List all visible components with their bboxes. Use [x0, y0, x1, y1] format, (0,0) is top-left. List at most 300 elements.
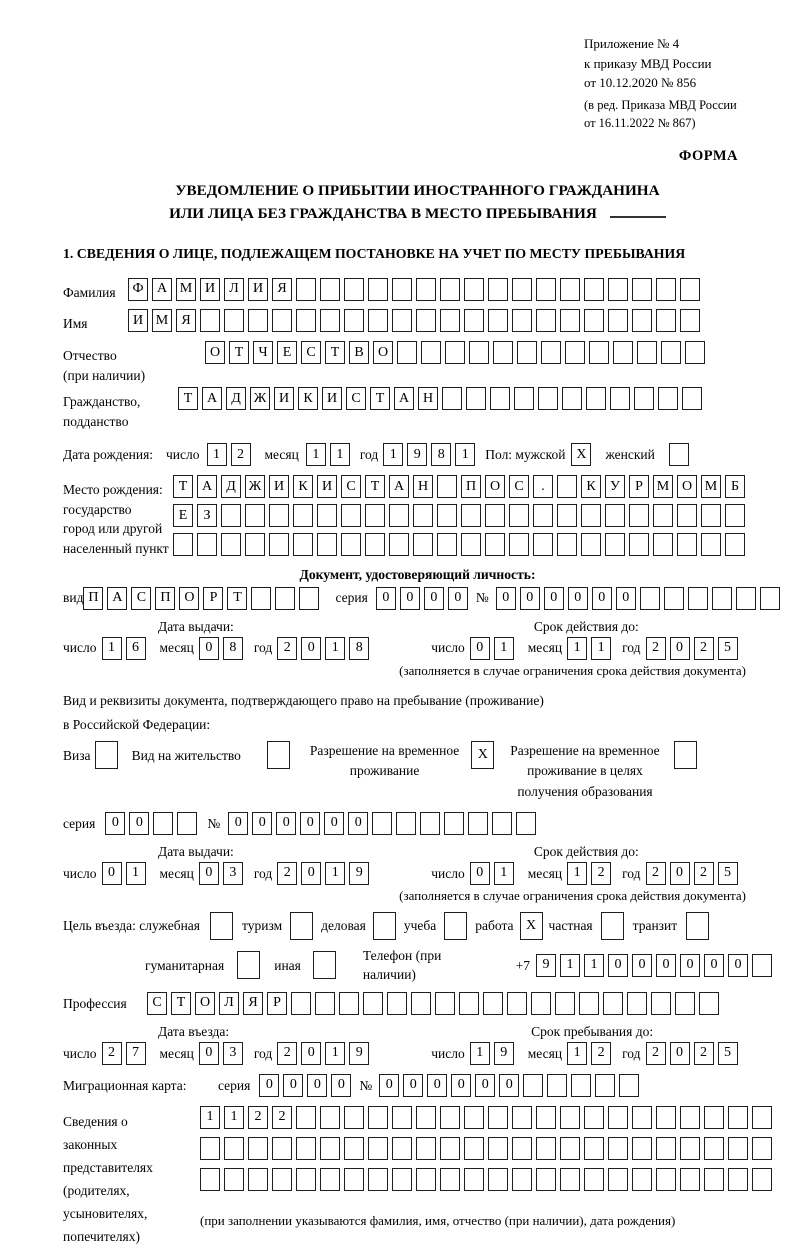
doc-number-cell[interactable]: 0 — [568, 587, 588, 610]
guardian-cell[interactable] — [728, 1137, 748, 1160]
guardian-cell[interactable] — [320, 1137, 340, 1160]
doc-kind-cell[interactable]: П — [83, 587, 103, 610]
birthplace-cell[interactable] — [629, 533, 649, 556]
doc-kind-cell[interactable]: С — [131, 587, 151, 610]
birth-year-cell[interactable]: 1 — [383, 443, 403, 466]
surname-cell[interactable] — [368, 278, 388, 301]
doc-kind-cell[interactable] — [251, 587, 271, 610]
birthplace-cell[interactable]: Т — [173, 475, 193, 498]
surname-cell[interactable] — [632, 278, 652, 301]
profession-cell[interactable]: Р — [267, 992, 287, 1015]
guardian-cell[interactable] — [296, 1106, 316, 1129]
stay-year-cell[interactable]: 2 — [694, 1042, 714, 1065]
doc-valid-year-cell[interactable]: 0 — [670, 637, 690, 660]
res-series-cell[interactable]: 0 — [129, 812, 149, 835]
guardian-cell[interactable] — [752, 1137, 772, 1160]
birthplace-cell[interactable]: С — [341, 475, 361, 498]
surname-cell[interactable] — [440, 278, 460, 301]
surname-cell[interactable]: И — [200, 278, 220, 301]
profession-cell[interactable] — [363, 992, 383, 1015]
surname-cell[interactable] — [392, 278, 412, 301]
phone-digit-cell[interactable]: 0 — [656, 954, 676, 977]
guardian-cell[interactable] — [416, 1106, 436, 1129]
res-number-cell[interactable]: 0 — [348, 812, 368, 835]
guardian-cell[interactable] — [416, 1168, 436, 1191]
profession-cell[interactable]: Л — [219, 992, 239, 1015]
patronymic-cell[interactable] — [421, 341, 441, 364]
entry-year-cell[interactable]: 2 — [277, 1042, 297, 1065]
entry-month-cell[interactable]: 3 — [223, 1042, 243, 1065]
guardian-cell[interactable] — [656, 1168, 676, 1191]
patronymic-cell[interactable] — [541, 341, 561, 364]
birthplace-cell[interactable] — [653, 504, 673, 527]
citizenship-cell[interactable] — [514, 387, 534, 410]
citizenship-cell[interactable]: К — [298, 387, 318, 410]
birthplace-cell[interactable]: С — [509, 475, 529, 498]
birthplace-cell[interactable]: У — [605, 475, 625, 498]
guardian-cell[interactable] — [296, 1168, 316, 1191]
doc-kind-cell[interactable] — [299, 587, 319, 610]
guardian-cell[interactable] — [272, 1137, 292, 1160]
citizenship-cell[interactable] — [466, 387, 486, 410]
guardian-cell[interactable] — [752, 1106, 772, 1129]
transit-checkbox[interactable] — [686, 912, 709, 940]
birthplace-cell[interactable]: Ж — [245, 475, 265, 498]
birthplace-cell[interactable]: Е — [173, 504, 193, 527]
guardian-cell[interactable] — [512, 1137, 532, 1160]
mc-number-cell[interactable]: 0 — [451, 1074, 471, 1097]
doc-number-cell[interactable]: 0 — [544, 587, 564, 610]
entry-year-cell[interactable]: 0 — [301, 1042, 321, 1065]
patronymic-cell[interactable]: О — [373, 341, 393, 364]
res-number-cell[interactable] — [492, 812, 512, 835]
guardian-cell[interactable] — [752, 1168, 772, 1191]
birthplace-cell[interactable] — [725, 504, 745, 527]
official-checkbox[interactable] — [210, 912, 233, 940]
birthplace-cell[interactable] — [485, 533, 505, 556]
phone-digit-cell[interactable] — [752, 954, 772, 977]
guardian-cell[interactable] — [680, 1137, 700, 1160]
profession-cell[interactable] — [411, 992, 431, 1015]
guardian-cell[interactable] — [392, 1168, 412, 1191]
other-purpose-checkbox[interactable] — [313, 951, 336, 979]
mc-number-cell[interactable] — [619, 1074, 639, 1097]
profession-cell[interactable] — [483, 992, 503, 1015]
doc-series-cell[interactable]: 0 — [400, 587, 420, 610]
birthplace-cell[interactable]: П — [461, 475, 481, 498]
surname-cell[interactable]: Л — [224, 278, 244, 301]
citizenship-cell[interactable]: А — [202, 387, 222, 410]
guardian-cell[interactable] — [368, 1106, 388, 1129]
phone-cells[interactable] — [536, 954, 772, 977]
doc-number-cell[interactable] — [736, 587, 756, 610]
birthplace-cell[interactable] — [653, 533, 673, 556]
doc-kind-cell[interactable]: Т — [227, 587, 247, 610]
res-valid-month-cell[interactable]: 1 — [567, 862, 587, 885]
res-valid-day-cell[interactable]: 0 — [470, 862, 490, 885]
name-cell[interactable] — [488, 309, 508, 332]
entry-year-cell[interactable]: 9 — [349, 1042, 369, 1065]
guardian-cell[interactable] — [368, 1168, 388, 1191]
profession-cell[interactable] — [315, 992, 335, 1015]
profession-cell[interactable] — [627, 992, 647, 1015]
guardian-cell[interactable] — [632, 1137, 652, 1160]
doc-valid-year-cell[interactable]: 5 — [718, 637, 738, 660]
name-cell[interactable] — [320, 309, 340, 332]
surname-cell[interactable] — [656, 278, 676, 301]
profession-cell[interactable] — [699, 992, 719, 1015]
birthplace-cell[interactable] — [341, 504, 361, 527]
guardian-cell[interactable] — [536, 1168, 556, 1191]
mc-number-cell[interactable]: 0 — [499, 1074, 519, 1097]
patronymic-cell[interactable] — [397, 341, 417, 364]
citizenship-cell[interactable]: А — [394, 387, 414, 410]
res-series-cell[interactable]: 0 — [105, 812, 125, 835]
birthplace-cell[interactable] — [389, 533, 409, 556]
guardian-cell[interactable] — [728, 1168, 748, 1191]
patronymic-cell[interactable] — [445, 341, 465, 364]
guardian-cell[interactable]: 1 — [224, 1106, 244, 1129]
guardian-cell[interactable] — [536, 1137, 556, 1160]
res-number-cell[interactable] — [468, 812, 488, 835]
birthplace-cell[interactable] — [581, 533, 601, 556]
surname-cell[interactable] — [344, 278, 364, 301]
birthplace-cell[interactable] — [461, 504, 481, 527]
phone-digit-cell[interactable]: 0 — [704, 954, 724, 977]
res-number-cell[interactable] — [516, 812, 536, 835]
profession-cell[interactable] — [675, 992, 695, 1015]
birthplace-cell[interactable] — [173, 533, 193, 556]
guardian-cell[interactable]: 2 — [248, 1106, 268, 1129]
citizenship-cell[interactable]: Т — [178, 387, 198, 410]
stay-year-cell[interactable]: 0 — [670, 1042, 690, 1065]
guardian-cell[interactable] — [584, 1168, 604, 1191]
study-checkbox-cell[interactable] — [444, 912, 467, 940]
guardian-cell[interactable] — [440, 1168, 460, 1191]
guardian-cell[interactable] — [488, 1106, 508, 1129]
res-issue-day-cell[interactable]: 0 — [102, 862, 122, 885]
guardian-cell[interactable] — [464, 1137, 484, 1160]
birthplace-cell[interactable] — [533, 504, 553, 527]
res-issue-year-cell[interactable]: 2 — [277, 862, 297, 885]
surname-cell[interactable] — [416, 278, 436, 301]
doc-number-cell[interactable]: 0 — [616, 587, 636, 610]
birthplace-cell[interactable] — [389, 504, 409, 527]
profession-cell[interactable] — [339, 992, 359, 1015]
surname-cell[interactable] — [512, 278, 532, 301]
stay-month-cell[interactable]: 1 — [567, 1042, 587, 1065]
doc-issue-year-cell[interactable]: 2 — [277, 637, 297, 660]
private-checkbox[interactable] — [601, 912, 624, 940]
name-cell[interactable] — [656, 309, 676, 332]
doc-valid-year-cell[interactable]: 2 — [694, 637, 714, 660]
birth-day-cell[interactable]: 2 — [231, 443, 251, 466]
citizenship-cell[interactable]: Н — [418, 387, 438, 410]
guardian-cell[interactable] — [464, 1106, 484, 1129]
guardian-cell[interactable] — [344, 1106, 364, 1129]
business-checkbox[interactable] — [373, 912, 396, 940]
surname-cell[interactable] — [560, 278, 580, 301]
entry-month-cell[interactable]: 0 — [199, 1042, 219, 1065]
surname-cell[interactable]: А — [152, 278, 172, 301]
profession-cell[interactable] — [507, 992, 527, 1015]
phone-digit-cell[interactable]: 0 — [728, 954, 748, 977]
surname-cell[interactable] — [296, 278, 316, 301]
doc-valid-day-cell[interactable]: 1 — [494, 637, 514, 660]
birthplace-cell[interactable] — [509, 533, 529, 556]
birthplace-cell[interactable] — [269, 533, 289, 556]
mc-number-cell[interactable] — [571, 1074, 591, 1097]
mc-number-cell[interactable] — [547, 1074, 567, 1097]
patronymic-cell[interactable]: В — [349, 341, 369, 364]
doc-issue-year-cell[interactable]: 0 — [301, 637, 321, 660]
doc-valid-day-cell[interactable]: 0 — [470, 637, 490, 660]
transit-checkbox-cell[interactable] — [686, 912, 709, 940]
guardian-cell[interactable] — [512, 1106, 532, 1129]
birthplace-cell[interactable] — [341, 533, 361, 556]
guardian-cell[interactable] — [656, 1106, 676, 1129]
res-number-cell[interactable] — [372, 812, 392, 835]
phone-digit-cell[interactable]: 1 — [560, 954, 580, 977]
surname-cell[interactable] — [608, 278, 628, 301]
sex-male-checkbox[interactable] — [571, 443, 591, 466]
entry-day-cell[interactable]: 7 — [126, 1042, 146, 1065]
citizenship-cell[interactable]: И — [322, 387, 342, 410]
profession-cell[interactable] — [579, 992, 599, 1015]
guardian-cell[interactable] — [584, 1137, 604, 1160]
guardian-cell[interactable] — [344, 1168, 364, 1191]
patronymic-cell[interactable]: Ч — [253, 341, 273, 364]
surname-cell[interactable] — [536, 278, 556, 301]
stay-day-cell[interactable]: 9 — [494, 1042, 514, 1065]
birthplace-cell[interactable] — [533, 533, 553, 556]
res-valid-year-cell[interactable]: 2 — [646, 862, 666, 885]
tourism-checkbox[interactable] — [290, 912, 313, 940]
other-purpose-checkbox-cell[interactable] — [313, 951, 336, 979]
entry-year-cell[interactable]: 1 — [325, 1042, 345, 1065]
birthplace-cell[interactable] — [605, 504, 625, 527]
tourism-checkbox-cell[interactable] — [290, 912, 313, 940]
birth-day-cell[interactable]: 1 — [207, 443, 227, 466]
profession-cell[interactable] — [291, 992, 311, 1015]
citizenship-cell[interactable]: Т — [370, 387, 390, 410]
patronymic-cell[interactable]: С — [301, 341, 321, 364]
guardian-cell[interactable] — [656, 1137, 676, 1160]
birthplace-cell[interactable] — [557, 504, 577, 527]
doc-kind-cell[interactable]: Р — [203, 587, 223, 610]
mc-number-cell[interactable] — [595, 1074, 615, 1097]
guardian-cell[interactable] — [704, 1137, 724, 1160]
name-cell[interactable] — [248, 309, 268, 332]
res-valid-year-cell[interactable]: 2 — [694, 862, 714, 885]
guardian-cell[interactable] — [608, 1137, 628, 1160]
doc-series-cell[interactable]: 0 — [376, 587, 396, 610]
birthplace-cell[interactable] — [317, 533, 337, 556]
res-issue-day-cell[interactable]: 1 — [126, 862, 146, 885]
birthplace-cell[interactable] — [437, 533, 457, 556]
citizenship-cell[interactable] — [442, 387, 462, 410]
work-checkbox-cell[interactable]: X — [520, 912, 543, 940]
doc-issue-month-cell[interactable]: 8 — [223, 637, 243, 660]
birthplace-cell[interactable] — [221, 504, 241, 527]
entry-day-cell[interactable]: 2 — [102, 1042, 122, 1065]
humanitarian-checkbox[interactable] — [237, 951, 260, 979]
birth-month-cell[interactable]: 1 — [306, 443, 326, 466]
guardian-cell[interactable] — [320, 1106, 340, 1129]
birthplace-cell[interactable] — [245, 504, 265, 527]
doc-series-cell[interactable]: 0 — [424, 587, 444, 610]
mc-number-cell[interactable]: 0 — [427, 1074, 447, 1097]
citizenship-cell[interactable]: И — [274, 387, 294, 410]
sex-male-checkbox-cell[interactable]: X — [571, 443, 591, 466]
guardian-cell[interactable] — [392, 1106, 412, 1129]
mc-series-cell[interactable]: 0 — [307, 1074, 327, 1097]
name-cell[interactable] — [680, 309, 700, 332]
citizenship-cell[interactable] — [682, 387, 702, 410]
res-issue-year-cell[interactable]: 0 — [301, 862, 321, 885]
guardian-cell[interactable] — [560, 1106, 580, 1129]
birthplace-cell[interactable]: М — [653, 475, 673, 498]
birthplace-cell[interactable]: И — [269, 475, 289, 498]
birthplace-cell[interactable]: А — [389, 475, 409, 498]
doc-valid-month-cell[interactable]: 1 — [591, 637, 611, 660]
phone-digit-cell[interactable]: 0 — [608, 954, 628, 977]
profession-cell[interactable] — [435, 992, 455, 1015]
profession-cell[interactable]: Т — [171, 992, 191, 1015]
birthplace-cell[interactable] — [557, 533, 577, 556]
birthplace-cell[interactable] — [293, 533, 313, 556]
patronymic-cell[interactable]: Т — [229, 341, 249, 364]
birthplace-cell[interactable] — [221, 533, 241, 556]
private-checkbox-cell[interactable] — [601, 912, 624, 940]
name-cell[interactable] — [200, 309, 220, 332]
name-cell[interactable] — [536, 309, 556, 332]
citizenship-cell[interactable]: С — [346, 387, 366, 410]
citizenship-cell[interactable] — [490, 387, 510, 410]
citizenship-cell[interactable]: Ж — [250, 387, 270, 410]
name-cell[interactable] — [440, 309, 460, 332]
doc-number-cell[interactable] — [712, 587, 732, 610]
sex-female-checkbox[interactable] — [669, 443, 689, 466]
mc-number-cell[interactable] — [523, 1074, 543, 1097]
name-cell[interactable] — [584, 309, 604, 332]
patronymic-cell[interactable]: О — [205, 341, 225, 364]
doc-issue-month-cell[interactable]: 0 — [199, 637, 219, 660]
res-number-cell[interactable] — [420, 812, 440, 835]
birthplace-cell[interactable] — [701, 533, 721, 556]
guardian-cell[interactable] — [608, 1168, 628, 1191]
birthplace-cell[interactable] — [293, 504, 313, 527]
name-cell[interactable] — [632, 309, 652, 332]
surname-cell[interactable] — [320, 278, 340, 301]
guardian-cell[interactable] — [392, 1137, 412, 1160]
patronymic-cell[interactable]: Е — [277, 341, 297, 364]
patronymic-cell[interactable] — [517, 341, 537, 364]
work-checkbox[interactable] — [520, 912, 543, 940]
surname-cell[interactable]: Ф — [128, 278, 148, 301]
name-cell[interactable]: И — [128, 309, 148, 332]
phone-digit-cell[interactable]: 0 — [632, 954, 652, 977]
patronymic-cell[interactable] — [589, 341, 609, 364]
mc-series-cell[interactable]: 0 — [283, 1074, 303, 1097]
mc-number-cell[interactable]: 0 — [403, 1074, 423, 1097]
doc-number-cell[interactable] — [664, 587, 684, 610]
guardian-cell[interactable] — [512, 1168, 532, 1191]
guardian-cell[interactable] — [704, 1106, 724, 1129]
name-cell[interactable] — [296, 309, 316, 332]
profession-cell[interactable] — [555, 992, 575, 1015]
mc-series-cell[interactable]: 0 — [331, 1074, 351, 1097]
res-valid-year-cell[interactable]: 0 — [670, 862, 690, 885]
res-series-cell[interactable] — [153, 812, 173, 835]
official-checkbox-cell[interactable] — [210, 912, 233, 940]
birthplace-cell[interactable] — [701, 504, 721, 527]
sex-female-checkbox-cell[interactable] — [669, 443, 689, 466]
stay-day-cell[interactable]: 1 — [470, 1042, 490, 1065]
patronymic-cell[interactable] — [661, 341, 681, 364]
doc-valid-year-cell[interactable]: 2 — [646, 637, 666, 660]
citizenship-cell[interactable] — [634, 387, 654, 410]
birthplace-cell[interactable] — [725, 533, 745, 556]
citizenship-cell[interactable] — [538, 387, 558, 410]
name-cell[interactable] — [560, 309, 580, 332]
birth-year-cell[interactable]: 1 — [455, 443, 475, 466]
surname-cell[interactable] — [488, 278, 508, 301]
doc-number-cell[interactable]: 0 — [592, 587, 612, 610]
birth-year-cell[interactable]: 8 — [431, 443, 451, 466]
guardian-cell[interactable] — [248, 1168, 268, 1191]
birthplace-cell[interactable]: А — [197, 475, 217, 498]
profession-cell[interactable] — [603, 992, 623, 1015]
guardian-cell[interactable] — [560, 1168, 580, 1191]
surname-cell[interactable]: И — [248, 278, 268, 301]
name-cell[interactable] — [392, 309, 412, 332]
guardian-cell[interactable] — [488, 1168, 508, 1191]
mc-series-cell[interactable]: 0 — [259, 1074, 279, 1097]
doc-series-cell[interactable]: 0 — [448, 587, 468, 610]
res-number-cell[interactable]: 0 — [228, 812, 248, 835]
guardian-cell[interactable] — [368, 1137, 388, 1160]
doc-issue-year-cell[interactable]: 1 — [325, 637, 345, 660]
res-issue-year-cell[interactable]: 1 — [325, 862, 345, 885]
profession-cell[interactable]: Я — [243, 992, 263, 1015]
doc-number-cell[interactable] — [760, 587, 780, 610]
guardian-cell[interactable] — [560, 1137, 580, 1160]
birthplace-cell[interactable]: О — [485, 475, 505, 498]
citizenship-cell[interactable]: Д — [226, 387, 246, 410]
doc-issue-day-cell[interactable]: 1 — [102, 637, 122, 660]
name-cell[interactable] — [368, 309, 388, 332]
guardian-cell[interactable] — [632, 1168, 652, 1191]
patronymic-cell[interactable] — [493, 341, 513, 364]
stay-month-cell[interactable]: 2 — [591, 1042, 611, 1065]
temp-residence-edu-checkbox[interactable] — [674, 741, 697, 769]
visa-checkbox[interactable] — [95, 741, 118, 769]
name-cell[interactable]: Я — [176, 309, 196, 332]
birthplace-cell[interactable] — [509, 504, 529, 527]
name-cell[interactable] — [416, 309, 436, 332]
doc-number-cell[interactable] — [688, 587, 708, 610]
guardian-cell[interactable] — [464, 1168, 484, 1191]
birthplace-cell[interactable] — [485, 504, 505, 527]
residence-permit-checkbox[interactable] — [267, 741, 290, 769]
citizenship-cell[interactable] — [610, 387, 630, 410]
profession-cell[interactable]: С — [147, 992, 167, 1015]
name-cell[interactable] — [608, 309, 628, 332]
res-number-cell[interactable]: 0 — [276, 812, 296, 835]
guardian-cell[interactable] — [440, 1137, 460, 1160]
birthplace-cell[interactable] — [461, 533, 481, 556]
